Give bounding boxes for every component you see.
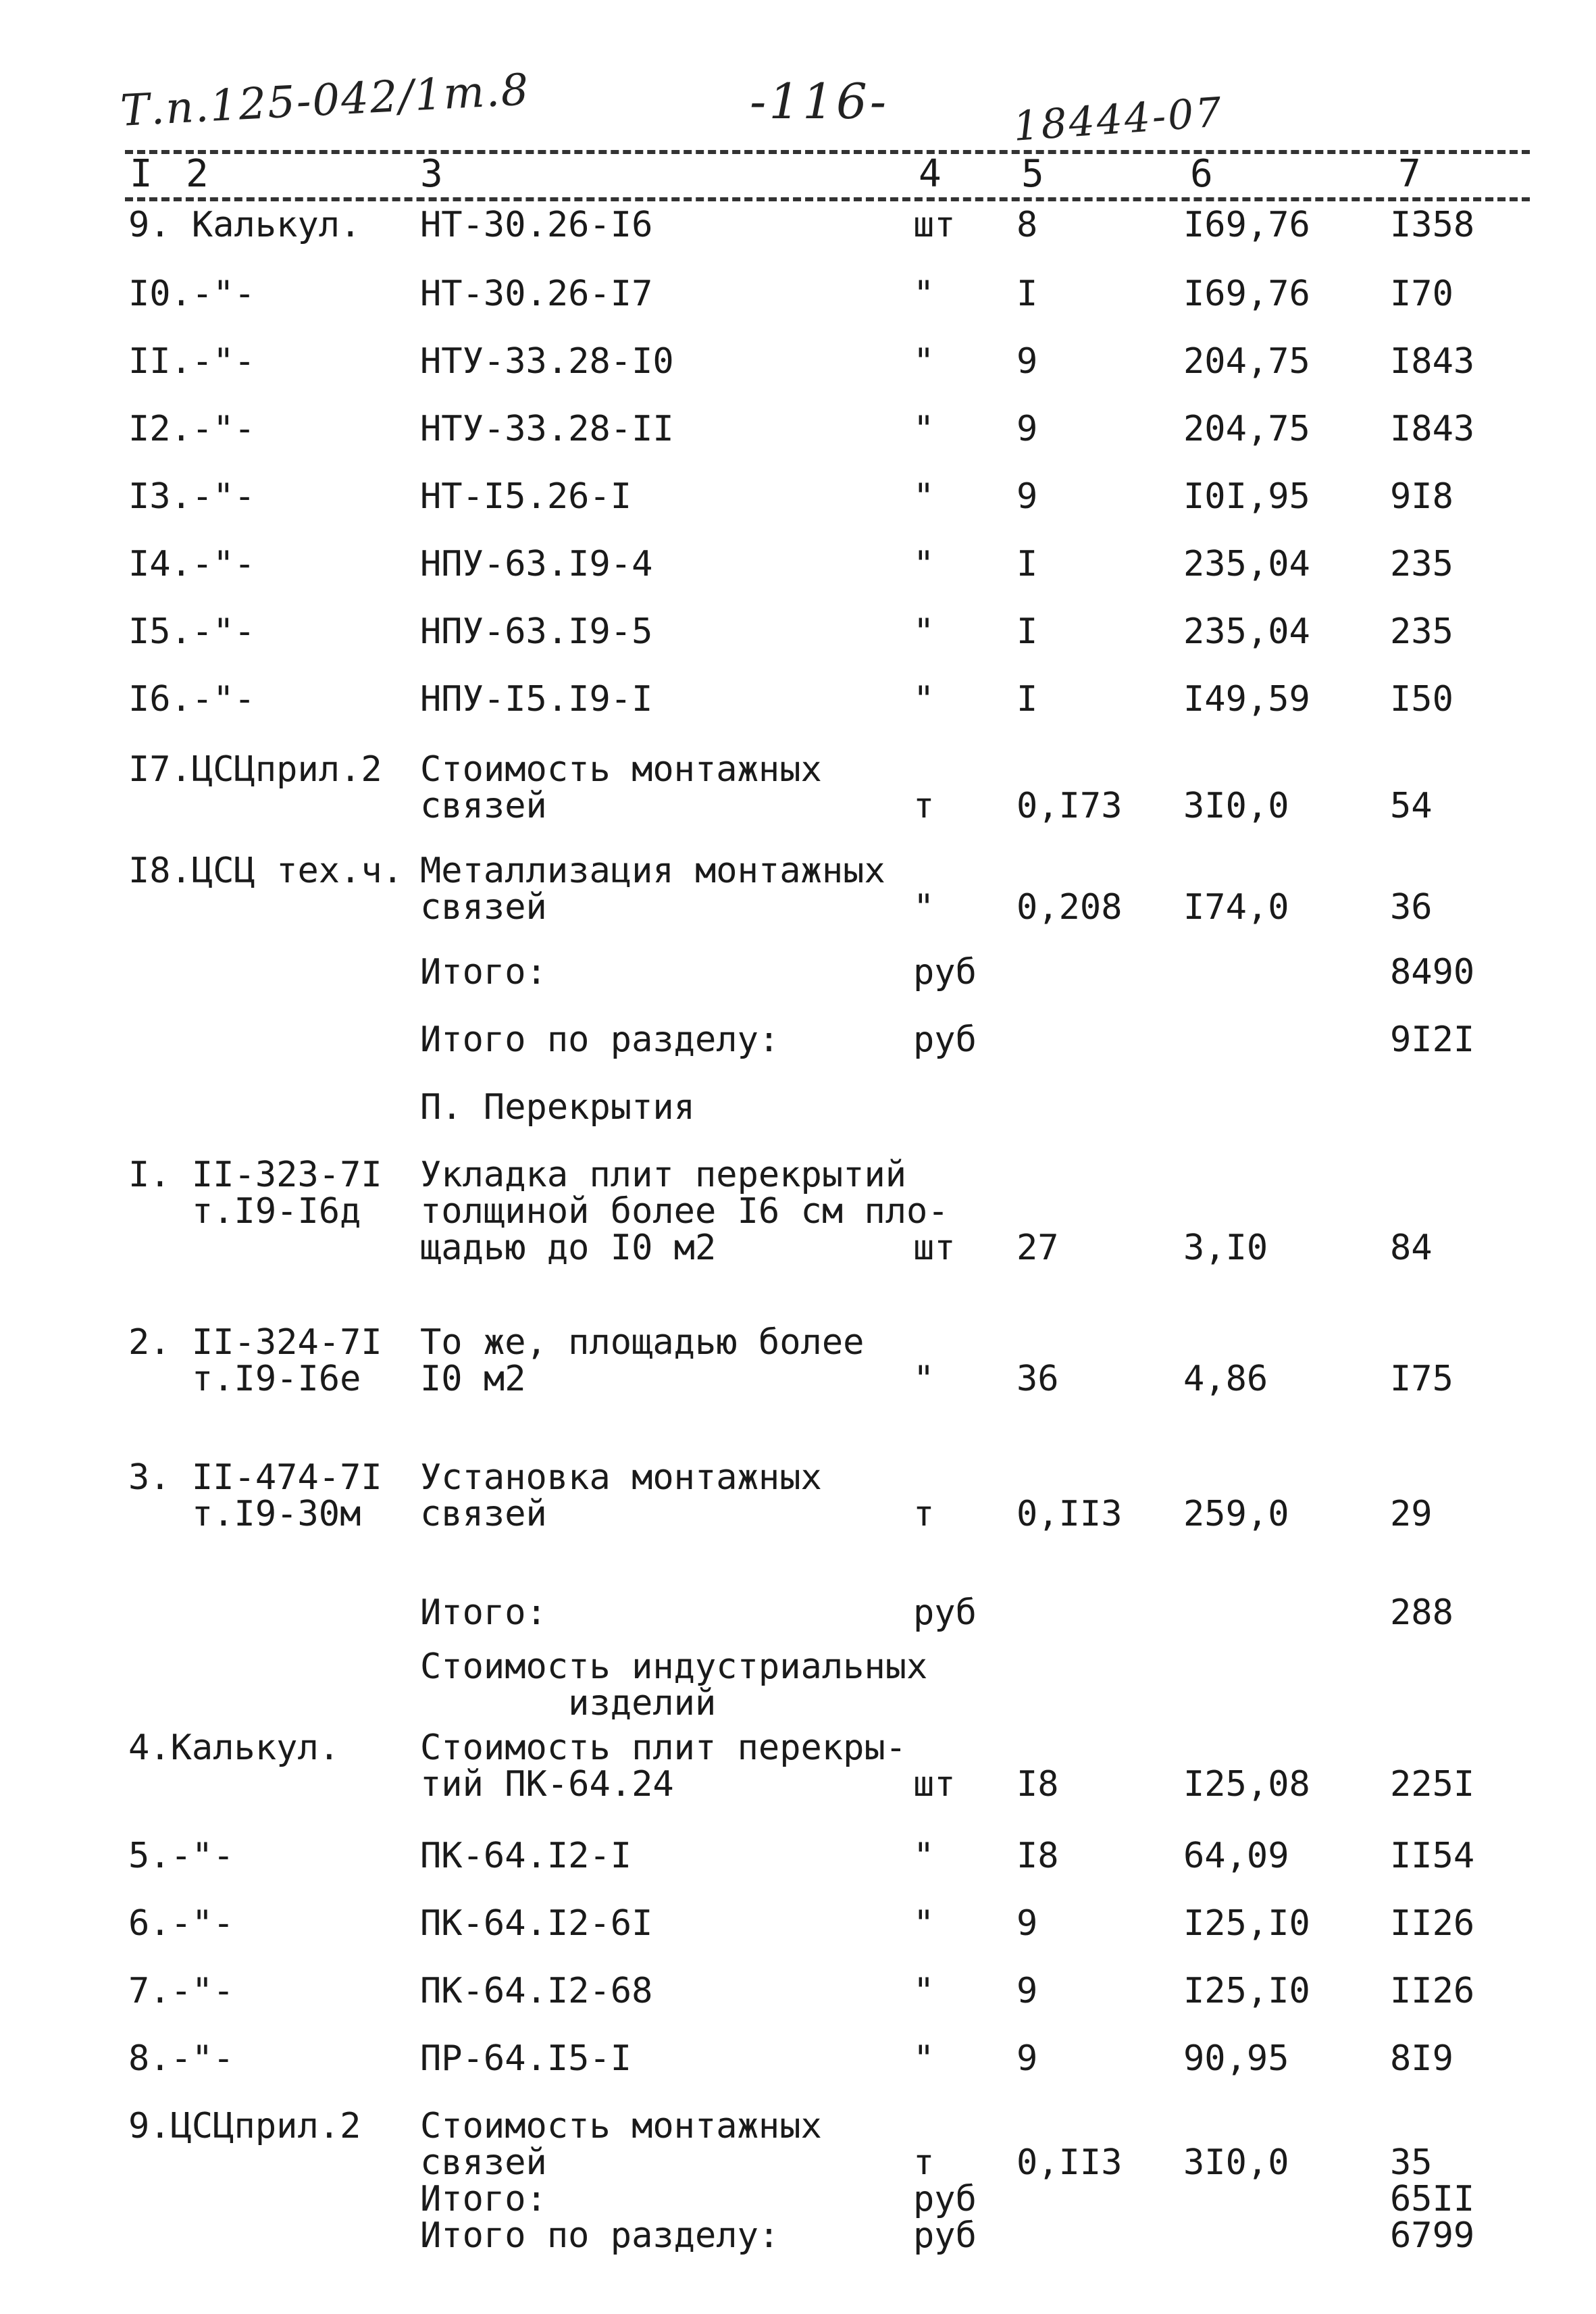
row-description: Итого:: [420, 1592, 547, 1633]
row-unit: шт: [913, 205, 956, 245]
row-quantity: 0,II3: [1016, 1494, 1123, 1534]
row-unit-price: I69,76: [1183, 205, 1310, 245]
row-unit: ": [913, 1359, 935, 1399]
row-unit-price: I25,08: [1183, 1764, 1310, 1805]
row-total: 288: [1390, 1592, 1453, 1633]
row-quantity: 9: [1016, 476, 1038, 517]
row-description: Стоимость плит перекры- тий ПК-64.24: [420, 1728, 907, 1805]
column-header-3: 3: [420, 152, 443, 196]
column-header-6: 6: [1190, 152, 1213, 196]
row-unit: шт: [913, 1764, 956, 1805]
row-unit-price: I0I,95: [1183, 476, 1310, 517]
row-reference: 9.ЦСЦприл.2: [128, 2106, 361, 2146]
header-bottom-rule: [125, 197, 1530, 201]
row-reference: I8.ЦСЦ тех.ч.: [128, 851, 403, 891]
row-total: 35 65II 6799: [1390, 2142, 1475, 2256]
row-quantity: 0,208: [1016, 887, 1123, 928]
row-description: НТУ-33.28-II: [420, 409, 674, 449]
row-quantity: 9: [1016, 341, 1038, 382]
row-description: Установка монтажных связей: [420, 1457, 822, 1534]
row-unit: ": [913, 679, 935, 720]
column-header-1: I: [130, 152, 153, 196]
row-unit-price: I25,I0: [1183, 1903, 1310, 1944]
row-unit: т: [913, 1494, 935, 1534]
document-code: Т.п.125-042/1т.8: [119, 65, 532, 136]
row-total: 9I2I: [1390, 1020, 1475, 1060]
row-quantity: I: [1016, 544, 1038, 584]
row-quantity: 36: [1016, 1359, 1059, 1399]
row-quantity: 27: [1016, 1228, 1059, 1268]
row-quantity: 0,I73: [1016, 786, 1123, 826]
row-description: ПК-64.I2-6I: [420, 1903, 653, 1944]
row-total: II26: [1390, 1971, 1475, 2011]
column-header-7: 7: [1398, 152, 1421, 196]
column-header-5: 5: [1021, 152, 1044, 196]
row-quantity: 0,II3: [1016, 2142, 1123, 2183]
row-description: НПУ-I5.I9-I: [420, 679, 653, 720]
row-total: 8490: [1390, 952, 1475, 992]
row-reference: 8.-"-: [128, 2038, 234, 2079]
row-reference: 7.-"-: [128, 1971, 234, 2011]
row-total: 36: [1390, 887, 1433, 928]
row-unit-price: 4,86: [1183, 1359, 1268, 1399]
row-total: 8I9: [1390, 2038, 1453, 2079]
row-unit-price: I69,76: [1183, 274, 1310, 314]
row-total: 225I: [1390, 1764, 1475, 1805]
row-unit: шт: [913, 1228, 956, 1268]
row-unit: ": [913, 476, 935, 517]
row-total: I50: [1390, 679, 1453, 720]
row-description: НПУ-63.I9-4: [420, 544, 653, 584]
row-quantity: I: [1016, 679, 1038, 720]
row-description: НТ-I5.26-I: [420, 476, 632, 517]
row-total: II26: [1390, 1903, 1475, 1944]
row-description: ПК-64.I2-I: [420, 1836, 632, 1876]
row-description: ПР-64.I5-I: [420, 2038, 632, 2079]
row-unit-price: I25,I0: [1183, 1971, 1310, 2011]
row-unit-price: 235,04: [1183, 611, 1310, 652]
row-quantity: 8: [1016, 205, 1038, 245]
row-quantity: 9: [1016, 1903, 1038, 1944]
row-description: То же, площадью более I0 м2: [420, 1322, 865, 1399]
row-total: 235: [1390, 544, 1453, 584]
row-unit: ": [913, 1971, 935, 2011]
row-reference: I7.ЦСЦприл.2: [128, 749, 382, 790]
row-total: 235: [1390, 611, 1453, 652]
column-header-4: 4: [919, 152, 942, 196]
row-unit: ": [913, 887, 935, 928]
row-total: 84: [1390, 1228, 1433, 1268]
row-unit: руб: [913, 952, 977, 992]
row-description: НТ-30.26-I7: [420, 274, 653, 314]
row-unit: ": [913, 611, 935, 652]
row-unit-price: 204,75: [1183, 341, 1310, 382]
row-description: НТУ-33.28-I0: [420, 341, 674, 382]
row-unit: ": [913, 341, 935, 382]
row-total: I843: [1390, 341, 1475, 382]
row-quantity: I: [1016, 274, 1038, 314]
row-unit-price: 259,0: [1183, 1494, 1289, 1534]
row-unit: ": [913, 544, 935, 584]
row-unit-price: 64,09: [1183, 1836, 1289, 1876]
row-quantity: I8: [1016, 1764, 1059, 1805]
row-reference: 4.Калькул.: [128, 1728, 340, 1768]
row-reference: I0.-"-: [128, 274, 255, 314]
row-description: Итого по разделу:: [420, 1020, 780, 1060]
row-reference: I6.-"-: [128, 679, 255, 720]
row-unit: руб: [913, 1020, 977, 1060]
row-description: Укладка плит перекрытий толщиной более I6 см пло- щадью до I0 м2: [420, 1155, 949, 1268]
row-description: Стоимость индустриальных изделий: [420, 1646, 928, 1724]
row-unit: руб: [913, 1592, 977, 1633]
row-description: Стоимость монтажных связей Итого: Итого по разделу:: [420, 2106, 822, 2256]
row-description: ПК-64.I2-68: [420, 1971, 653, 2011]
row-total: 29: [1390, 1494, 1433, 1534]
row-unit-price: 204,75: [1183, 409, 1310, 449]
row-unit: ": [913, 409, 935, 449]
row-unit-price: 3I0,0: [1183, 2142, 1289, 2183]
row-reference: 9. Калькул.: [128, 205, 361, 245]
row-quantity: 9: [1016, 1971, 1038, 2011]
row-reference: I3.-"-: [128, 476, 255, 517]
row-reference: 2. II-324-7I т.I9-I6е: [128, 1322, 382, 1399]
row-unit: ": [913, 1836, 935, 1876]
row-reference: II.-"-: [128, 341, 255, 382]
row-reference: I2.-"-: [128, 409, 255, 449]
row-total: 54: [1390, 786, 1433, 826]
row-unit: ": [913, 1903, 935, 1944]
row-reference: 6.-"-: [128, 1903, 234, 1944]
row-description: НТ-30.26-I6: [420, 205, 653, 245]
row-description: Стоимость монтажных связей: [420, 749, 822, 826]
row-quantity: I8: [1016, 1836, 1059, 1876]
row-reference: I. II-323-7I т.I9-I6д: [128, 1155, 382, 1232]
row-unit-price: 90,95: [1183, 2038, 1289, 2079]
row-unit-price: I49,59: [1183, 679, 1310, 720]
row-total: I70: [1390, 274, 1453, 314]
row-unit-price: 3I0,0: [1183, 786, 1289, 826]
row-description: Итого:: [420, 952, 547, 992]
archive-number: 18444-07: [1011, 89, 1225, 151]
row-unit-price: 3,I0: [1183, 1228, 1268, 1268]
row-description: П. Перекрытия: [420, 1087, 695, 1128]
row-reference: 5.-"-: [128, 1836, 234, 1876]
row-description: НПУ-63.I9-5: [420, 611, 653, 652]
row-reference: 3. II-474-7I т.I9-30м: [128, 1457, 382, 1534]
row-total: I358: [1390, 205, 1475, 245]
row-unit: т: [913, 786, 935, 826]
row-unit-price: I74,0: [1183, 887, 1289, 928]
row-unit-price: 235,04: [1183, 544, 1310, 584]
row-total: I843: [1390, 409, 1475, 449]
page-number: -116-: [750, 73, 890, 130]
row-description: Металлизация монтажных связей: [420, 851, 885, 928]
row-total: 9I8: [1390, 476, 1453, 517]
row-unit: ": [913, 2038, 935, 2079]
row-quantity: 9: [1016, 409, 1038, 449]
row-quantity: 9: [1016, 2038, 1038, 2079]
header-top-rule: [125, 150, 1530, 154]
row-total: II54: [1390, 1836, 1475, 1876]
row-quantity: I: [1016, 611, 1038, 652]
row-total: I75: [1390, 1359, 1453, 1399]
row-reference: I5.-"-: [128, 611, 255, 652]
row-reference: I4.-"-: [128, 544, 255, 584]
column-header-2: 2: [186, 152, 209, 196]
row-unit: т руб руб: [913, 2142, 977, 2256]
row-unit: ": [913, 274, 935, 314]
